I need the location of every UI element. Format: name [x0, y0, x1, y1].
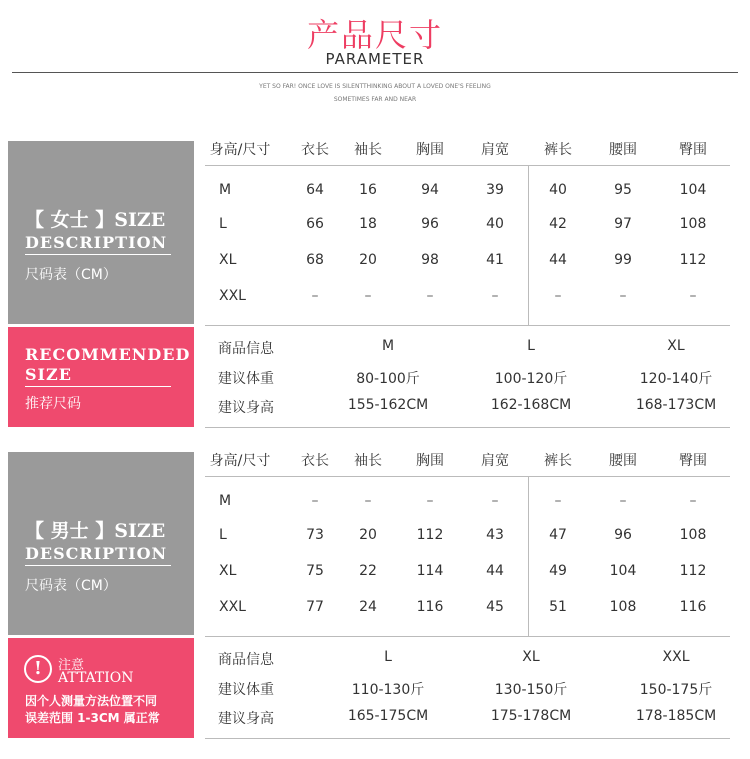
table-cell: 18	[359, 216, 377, 232]
table-cell: 108	[679, 216, 707, 232]
women-header-divider	[205, 165, 730, 166]
table-cell: 178-185CM	[635, 708, 717, 724]
men-bottom-divider	[205, 738, 730, 739]
table-cell: –	[491, 493, 499, 509]
table-cell: 24	[359, 599, 377, 615]
table-cell: –	[619, 288, 627, 304]
column-header: 袖长	[354, 453, 382, 469]
attention-label: 注意	[58, 658, 85, 673]
table-cell: 116	[416, 599, 444, 615]
table-cell: –	[426, 493, 434, 509]
table-cell: 104	[609, 563, 637, 579]
table-cell: 16	[359, 182, 377, 198]
women-recommended-panel	[8, 327, 194, 427]
exclamation-icon: !	[24, 655, 52, 683]
table-cell: –	[619, 493, 627, 509]
table-cell: 42	[549, 216, 567, 232]
table-cell: 99	[614, 252, 632, 268]
panel-divider	[25, 565, 171, 566]
table-cell: 51	[549, 599, 567, 615]
panel-divider	[25, 254, 171, 255]
attention-note: 因个人测量方法位置不同	[25, 694, 158, 708]
table-cell: 116	[679, 599, 707, 615]
table-cell: 40	[486, 216, 504, 232]
table-cell: 44	[549, 252, 567, 268]
table-cell: XL	[667, 338, 685, 354]
table-cell: 47	[549, 527, 567, 543]
table-cell: 20	[359, 527, 377, 543]
recommended-title: RECOMMENDED	[25, 345, 191, 364]
table-cell: 40	[549, 182, 567, 198]
column-header: 肩宽	[481, 453, 509, 469]
table-cell: XXL	[662, 649, 690, 665]
women-column-divider	[528, 165, 529, 325]
column-header: 腰围	[609, 142, 637, 158]
men-panel-title: 【 男士 】SIZE	[25, 520, 166, 542]
table-cell: 114	[416, 563, 444, 579]
tagline: YET SO FAR! ONCE LOVE IS SILENTTHINKING ABOUT A LOVED ONE'S FEELING	[259, 83, 491, 90]
table-cell: –	[554, 493, 562, 509]
table-cell: 130-150斤	[494, 682, 568, 698]
table-cell: XL	[522, 649, 540, 665]
size-label: M	[219, 493, 232, 509]
table-cell: 43	[486, 527, 504, 543]
table-cell: 49	[549, 563, 567, 579]
size-label: XL	[219, 563, 237, 579]
men-panel-title-2: DESCRIPTION	[25, 544, 168, 563]
row-label: 建议身高	[218, 400, 274, 416]
page-title: 产品尺寸	[306, 16, 443, 54]
table-cell: 98	[421, 252, 439, 268]
table-cell: 94	[421, 182, 439, 198]
size-label: L	[219, 527, 227, 543]
table-cell: M	[381, 338, 395, 354]
title-divider	[12, 72, 738, 73]
table-cell: 66	[306, 216, 324, 232]
table-cell: 108	[679, 527, 707, 543]
table-cell: 96	[614, 527, 632, 543]
women-panel-title: 【 女士 】SIZE	[25, 209, 166, 231]
table-cell: L	[384, 649, 392, 665]
women-size-panel	[8, 141, 194, 324]
table-cell: –	[364, 493, 372, 509]
table-cell: 20	[359, 252, 377, 268]
table-cell: 22	[359, 563, 377, 579]
table-cell: 120-140斤	[639, 371, 713, 387]
men-column-divider	[528, 476, 529, 636]
table-cell: –	[311, 288, 319, 304]
size-label: XXL	[219, 599, 246, 615]
column-header: 胸围	[416, 453, 444, 469]
attention-note-2: 误差范围 1-3CM 属正常	[25, 711, 160, 725]
size-label: L	[219, 216, 227, 232]
table-cell: –	[364, 288, 372, 304]
table-cell: 80-100斤	[356, 371, 420, 387]
table-cell: 44	[486, 563, 504, 579]
size-label: XL	[219, 252, 237, 268]
table-cell: 39	[486, 182, 504, 198]
column-header: 腰围	[609, 453, 637, 469]
column-header: 肩宽	[481, 142, 509, 158]
row-label: 建议身高	[218, 711, 274, 727]
table-cell: 64	[306, 182, 324, 198]
table-cell: –	[554, 288, 562, 304]
column-header: 身高/尺寸	[209, 142, 271, 158]
column-header: 裤长	[544, 142, 572, 158]
men-size-panel	[8, 452, 194, 635]
table-cell: 41	[486, 252, 504, 268]
table-cell: 150-175斤	[639, 682, 713, 698]
recommended-subtitle: 推荐尺码	[25, 396, 81, 412]
table-cell: 104	[679, 182, 707, 198]
column-header: 胸围	[416, 142, 444, 158]
table-cell: 45	[486, 599, 504, 615]
column-header: 衣长	[301, 453, 329, 469]
row-label: 建议体重	[218, 371, 274, 387]
table-cell: 112	[679, 252, 707, 268]
table-cell: –	[311, 493, 319, 509]
size-label: M	[219, 182, 232, 198]
table-cell: 112	[679, 563, 707, 579]
table-cell: L	[527, 338, 535, 354]
table-cell: 162-168CM	[490, 397, 572, 413]
column-header: 衣长	[301, 142, 329, 158]
column-header: 臀围	[679, 142, 707, 158]
table-cell: 155-162CM	[347, 397, 429, 413]
table-cell: 77	[306, 599, 324, 615]
table-cell: 68	[306, 252, 324, 268]
table-cell: 165-175CM	[347, 708, 429, 724]
column-header: 裤长	[544, 453, 572, 469]
tagline-secondary: SOMETIMES FAR AND NEAR	[333, 96, 417, 103]
table-cell: 97	[614, 216, 632, 232]
women-bottom-divider	[205, 427, 730, 428]
table-cell: 100-120斤	[494, 371, 568, 387]
recommended-title-2: SIZE	[25, 365, 72, 384]
women-panel-title-2: DESCRIPTION	[25, 233, 168, 252]
row-label: 商品信息	[218, 652, 274, 668]
women-panel-subtitle: 尺码表（CM）	[25, 267, 117, 283]
table-cell: 108	[609, 599, 637, 615]
table-cell: –	[491, 288, 499, 304]
table-cell: 95	[614, 182, 632, 198]
table-cell: 73	[306, 527, 324, 543]
table-cell: –	[689, 493, 697, 509]
table-cell: 175-178CM	[490, 708, 572, 724]
page-subtitle: PARAMETER	[325, 50, 425, 68]
row-label: 建议体重	[218, 682, 274, 698]
table-cell: 112	[416, 527, 444, 543]
table-cell: 168-173CM	[635, 397, 717, 413]
column-header: 臀围	[679, 453, 707, 469]
men-table-divider	[205, 636, 730, 637]
column-header: 袖长	[354, 142, 382, 158]
table-cell: 75	[306, 563, 324, 579]
panel-divider	[25, 386, 171, 387]
men-panel-subtitle: 尺码表（CM）	[25, 578, 117, 594]
size-label: XXL	[219, 288, 246, 304]
row-label: 商品信息	[218, 341, 274, 357]
table-cell: –	[689, 288, 697, 304]
attention-label-en: ATTATION	[58, 670, 134, 686]
table-cell: 96	[421, 216, 439, 232]
table-cell: –	[426, 288, 434, 304]
table-cell: 110-130斤	[351, 682, 425, 698]
column-header: 身高/尺寸	[209, 453, 271, 469]
men-header-divider	[205, 476, 730, 477]
women-table-divider	[205, 325, 730, 326]
